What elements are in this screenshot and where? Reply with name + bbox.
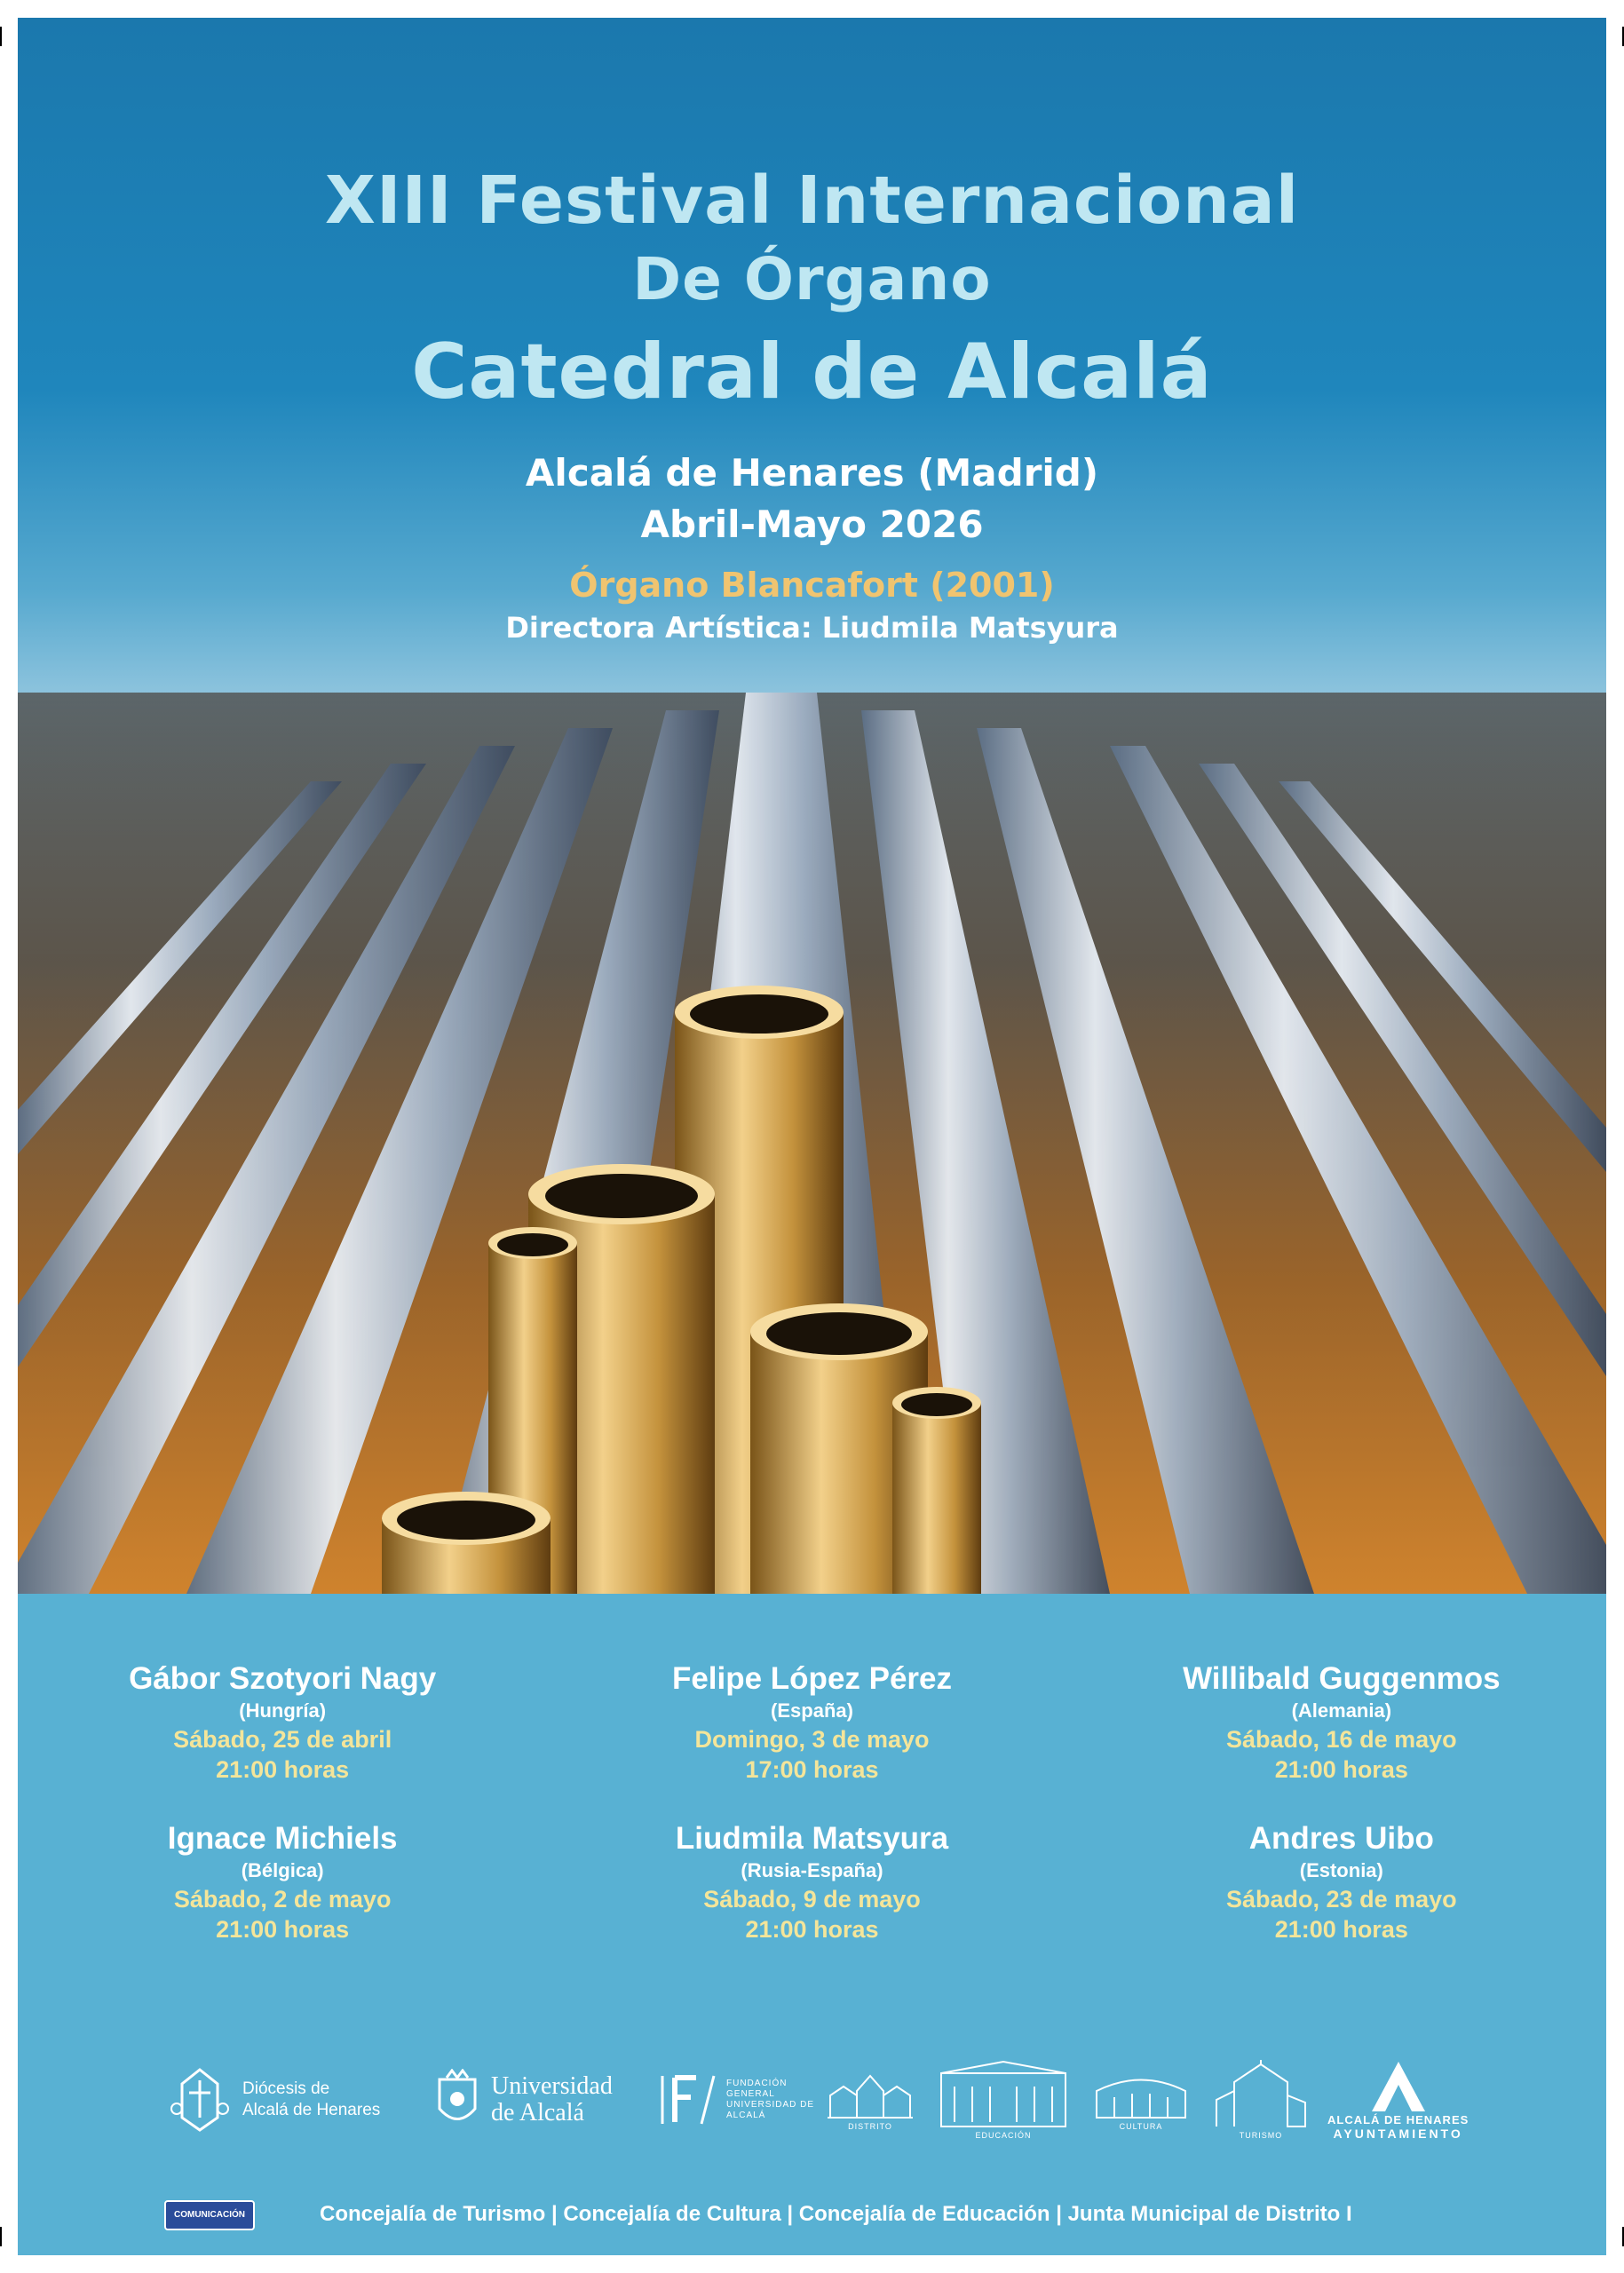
organ-name: Órgano Blancafort (2001) xyxy=(569,566,1055,605)
turismo-building-icon xyxy=(1212,2060,1310,2131)
universidad-logo xyxy=(431,2038,613,2162)
educacion-building-icon xyxy=(937,2060,1070,2131)
ayuntamiento-a-icon xyxy=(1367,2060,1430,2113)
festival-poster xyxy=(18,18,1606,2255)
educacion-logo xyxy=(937,2038,1070,2162)
universidad-logo-text: Universidad de Alcalá xyxy=(491,2072,613,2126)
performer-country: (Estonia) xyxy=(1299,1859,1383,1881)
turismo-logo xyxy=(1212,2038,1310,2162)
performer-country: (Hungría) xyxy=(239,1699,327,1722)
festival-dates: Abril-Mayo 2026 xyxy=(640,503,984,546)
organ-pipes-photo xyxy=(18,693,1606,1594)
ayuntamiento-city-text: ALCALÁ DE HENARES xyxy=(1327,2112,1470,2126)
performer-name: Felipe López Pérez xyxy=(671,1661,953,1696)
performer-country: (España) xyxy=(771,1699,853,1722)
concert-date: Sábado, 16 de mayo xyxy=(1226,1726,1457,1753)
diocesis-logo-text: Diócesis de Alcalá de Henares xyxy=(242,2079,381,2119)
cultura-building-icon xyxy=(1092,2069,1190,2122)
concert-date: Sábado, 25 de abril xyxy=(173,1726,392,1753)
performer-name: Gábor Szotyori Nagy xyxy=(129,1661,437,1696)
concert-time: 21:00 horas xyxy=(745,1916,879,1943)
concert-date: Domingo, 3 de mayo xyxy=(694,1726,930,1753)
university-crest-icon xyxy=(431,2069,484,2131)
performer-country: (Rusia-España) xyxy=(741,1859,883,1881)
concert-item xyxy=(547,1660,1076,1785)
performer-name: Liudmila Matsyura xyxy=(675,1821,949,1856)
artistic-director: Directora Artística: Liudmila Matsyura xyxy=(505,611,1119,645)
ayuntamiento-text: AYUNTAMIENTO xyxy=(1333,2126,1463,2141)
footer-credits: Concejalía de Turismo | Concejalía de Cultura | Concejalía de Educación | Junta Municipal de Distrito I xyxy=(320,2202,1352,2226)
educacion-caption: EDUCACIÓN xyxy=(975,2131,1032,2140)
distrito-building-icon xyxy=(826,2069,915,2122)
concert-item xyxy=(18,1660,547,1785)
concert-item xyxy=(18,1820,547,1944)
fundacion-logo xyxy=(657,2038,824,2162)
ayuntamiento-logo xyxy=(1327,2038,1469,2162)
comunicacion-badge: COMUNICACIÓN xyxy=(164,2200,255,2230)
concert-date: Sábado, 23 de mayo xyxy=(1226,1886,1457,1913)
diocesis-logo xyxy=(164,2038,380,2162)
concert-item xyxy=(1077,1660,1606,1785)
diocesis-crest-icon xyxy=(164,2064,235,2135)
concert-item xyxy=(547,1820,1076,1944)
distrito-logo xyxy=(826,2038,915,2162)
concert-time: 21:00 horas xyxy=(216,1916,350,1943)
concert-time: 21:00 horas xyxy=(216,1756,350,1783)
performer-country: (Alemania) xyxy=(1291,1699,1392,1722)
concert-item xyxy=(1077,1820,1606,1944)
fundacion-f-icon xyxy=(657,2069,719,2131)
cultura-caption: CULTURA xyxy=(1119,2122,1163,2131)
performer-name: Ignace Michiels xyxy=(167,1821,398,1856)
concert-date: Sábado, 9 de mayo xyxy=(703,1886,921,1913)
concert-grid xyxy=(18,1660,1606,1944)
festival-title-line1: XIII Festival Internacional xyxy=(324,162,1300,239)
performer-name: Andres Uibo xyxy=(1248,1821,1434,1856)
concert-date: Sábado, 2 de mayo xyxy=(173,1886,392,1913)
festival-title-line3: Catedral de Alcalá xyxy=(411,328,1213,416)
concert-schedule-section xyxy=(18,1594,1606,2255)
cultura-logo xyxy=(1092,2038,1190,2162)
sponsor-logos xyxy=(18,2038,1606,2162)
concert-time: 21:00 horas xyxy=(1274,1756,1408,1783)
concert-time: 21:00 horas xyxy=(1274,1916,1408,1943)
poster-header xyxy=(18,160,1606,648)
distrito-caption: DISTRITO xyxy=(848,2122,892,2131)
performer-country: (Bélgica) xyxy=(241,1859,324,1881)
festival-location: Alcalá de Henares (Madrid) xyxy=(525,451,1099,495)
festival-title-line2: De Órgano xyxy=(632,245,992,313)
turismo-caption: TURISMO xyxy=(1239,2131,1283,2140)
organ-pipes-illustration xyxy=(18,693,1606,1594)
concert-time: 17:00 horas xyxy=(745,1756,879,1783)
fundacion-logo-text: FUNDACIÓN GENERAL UNIVERSIDAD DE ALCALÁ xyxy=(726,2079,815,2120)
performer-name: Willibald Guggenmos xyxy=(1183,1661,1501,1696)
